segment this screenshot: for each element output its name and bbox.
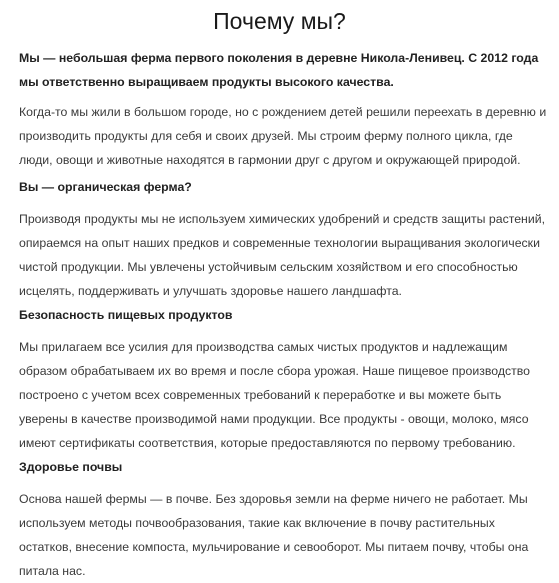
intro-statement: Мы — небольшая ферма первого поколения в деревне Никола-Ленивец. С 2012 года мы ответственно выращиваем продукты высокого качества. — [19, 51, 539, 89]
section-heading-soil-health: Здоровье почвы — [19, 460, 123, 474]
intro-paragraph: Когда-то мы жили в большом городе, но с рождением детей решили переехать в деревню и производить продукты для себя и своих друзей. Мы строим ферму полного цикла, где люди, овощи и животные находятся в гармонии друг с другом и окружающей природой. — [19, 105, 547, 167]
section-text-soil-health: Основа нашей фермы — в почве. Без здоровья земли на ферме ничего не работает. Мы используем методы почвообразования, такие как включение в почву растительных остатков, внесение компоста, мульчирование и севооборот. Мы питаем почву, чтобы она питала нас. — [19, 492, 529, 578]
page-title: Почему мы? — [213, 8, 346, 34]
section-heading-food-safety: Безопасность пищевых продуктов — [19, 308, 233, 322]
section-heading-organic: Вы — органическая ферма? — [19, 180, 192, 194]
section-text-organic: Производя продукты мы не используем химических удобрений и средств защиты растений, опираемся на опыт наших предков и современные технологии выращивания экологически чистой продукции. Мы увлечены устойчивым сельским хозяйством и его способностью исцелять, поддерживать и улучшать здоровье нашего ландшафта. — [19, 212, 546, 298]
section-text-food-safety: Мы прилагаем все усилия для производства самых чистых продуктов и надлежащим образом обрабатываем их во время и после сбора урожая. Наше пищевое производство построено с учетом всех современных требований к переработке и вы можете быть уверены в качестве производимой нами продукции. Все продукты - овощи, молоко, мясо имеют сертификаты соответствия, которые предоставляются по первому требованию. — [19, 340, 531, 450]
